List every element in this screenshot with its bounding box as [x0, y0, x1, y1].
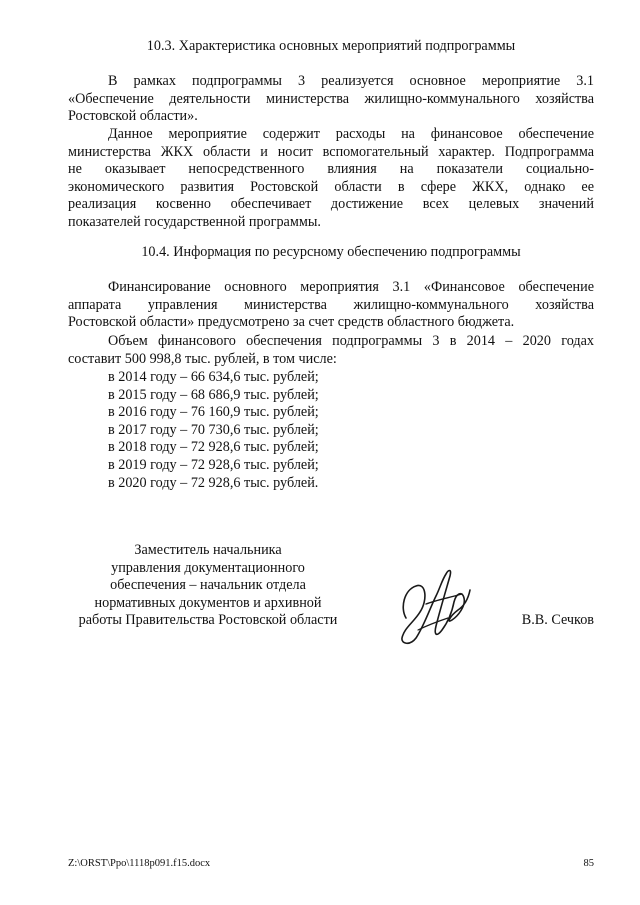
- paragraph-line: составит 500 998,8 тыс. рублей, в том числе:: [68, 350, 337, 367]
- paragraph-line: Ростовской области».: [68, 108, 198, 125]
- section-10-4-heading: 10.4. Информация по ресурсному обеспечению подпрограммы: [141, 244, 521, 260]
- paragraph-line: Ростовской области» предусмотрено за счет средств областного бюджета.: [68, 314, 515, 331]
- position-line: управления документационного: [111, 559, 305, 576]
- list-item: в 2015 году – 68 686,9 тыс. рублей;: [108, 386, 319, 403]
- paragraph-line: министерства ЖКХ области и носит вспомогательный характер. Подпрограмма: [68, 143, 594, 160]
- paragraph-line: В рамках подпрограммы 3 реализуется основное мероприятие 3.1: [108, 73, 594, 89]
- position-line: Заместитель начальника: [134, 542, 282, 558]
- section-10-4-paragraph-2: [68, 333, 594, 368]
- position-line: нормативных документов и архивной: [94, 594, 322, 611]
- list-item: в 2018 году – 72 928,6 тыс. рублей;: [108, 439, 319, 456]
- list-item: в 2019 году – 72 928,6 тыс. рублей;: [108, 456, 319, 473]
- section-10-3-paragraph-2: [68, 126, 594, 232]
- paragraph-line: показателей государственной программы.: [68, 213, 321, 230]
- paragraph-line: не оказывает непосредственного влияния на показатели социально-: [68, 161, 594, 178]
- paragraph-line: Объем финансового обеспечения подпрограммы 3 в 2014 – 2020 годах: [108, 333, 594, 349]
- section-10-3-paragraph-1: [68, 73, 594, 126]
- signatory-position: [68, 542, 348, 630]
- paragraph-line: аппарата управления министерства жилищно-коммунального хозяйства: [68, 296, 594, 313]
- handwritten-signature: [396, 560, 476, 650]
- section-10-3-heading: 10.3. Характеристика основных мероприятий подпрограммы: [146, 38, 516, 54]
- paragraph-line: Финансирование основного мероприятия 3.1 «Финансовое обеспечение: [108, 279, 594, 295]
- paragraph-line: Данное мероприятие содержит расходы на финансовое обеспечение: [108, 126, 594, 142]
- section-10-4-paragraph-1: [68, 279, 594, 332]
- position-line: работы Правительства Ростовской области: [78, 612, 338, 629]
- paragraph-line: экономического развития Ростовской области в сфере ЖКХ, однако ее: [68, 178, 594, 195]
- list-item: в 2014 году – 66 634,6 тыс. рублей;: [108, 369, 319, 385]
- paragraph-line: реализация косвенно обеспечивает достижение всех целевых значений: [68, 196, 594, 213]
- position-line: обеспечения – начальник отдела: [110, 577, 306, 594]
- signatory-name: В.В. Сечков: [521, 612, 594, 628]
- footer-file-path: Z:\ORST\Ppo\1118p091.f15.docx: [68, 858, 211, 869]
- list-item: в 2017 году – 70 730,6 тыс. рублей;: [108, 421, 319, 438]
- funding-by-year-list: [108, 369, 319, 492]
- list-item: в 2016 году – 76 160,9 тыс. рублей;: [108, 404, 319, 421]
- list-item: в 2020 году – 72 928,6 тыс. рублей.: [108, 474, 319, 491]
- document-page: [68, 0, 594, 905]
- paragraph-line: «Обеспечение деятельности министерства жилищно-коммунального хозяйства: [68, 90, 594, 107]
- page-number: 85: [583, 858, 594, 869]
